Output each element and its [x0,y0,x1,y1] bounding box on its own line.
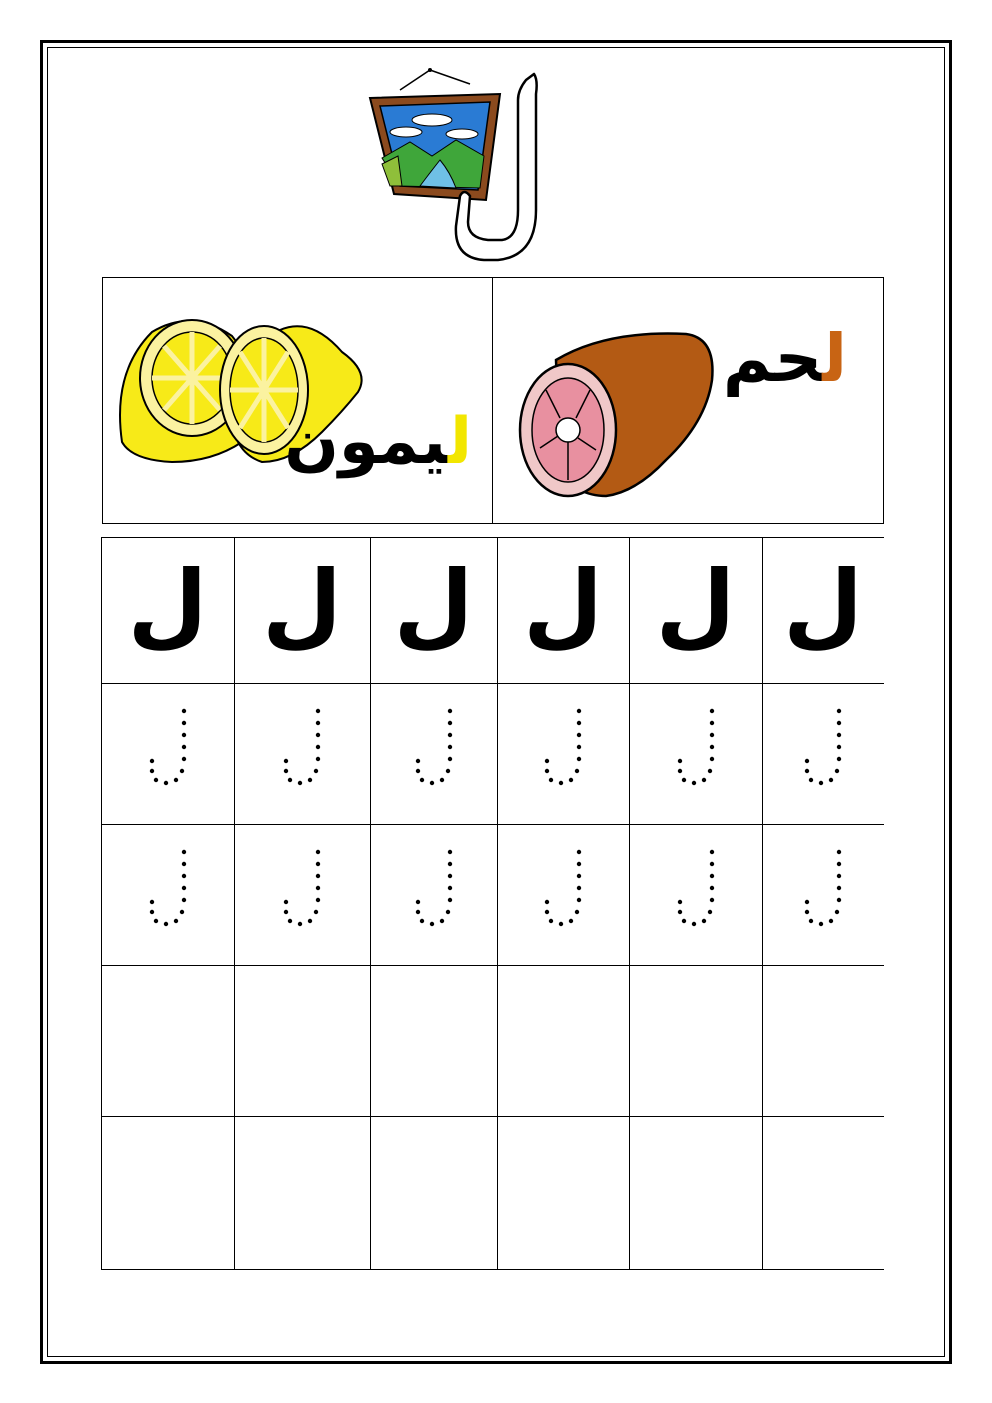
word-lemon-first-letter: ل [447,405,472,479]
grid-row-line [101,683,884,684]
word-meat-rest: حم [722,320,823,397]
dotted-trace-letter[interactable] [541,846,591,936]
dotted-trace-letter[interactable] [280,705,330,795]
dotted-trace-letter[interactable] [541,705,591,795]
model-letter: ل [262,551,342,658]
model-letter: ل [523,551,603,658]
word-meat-first-letter: ل [822,320,847,397]
dotted-trace-letter[interactable] [146,705,196,795]
grid-row-line [101,965,884,966]
practice-grid [101,537,884,1270]
word-panel-divider [492,277,493,524]
ham-icon [516,330,721,500]
grid-row-line [101,824,884,825]
word-lemon [284,405,472,479]
dotted-trace-letter[interactable] [146,846,196,936]
dotted-trace-letter[interactable] [412,705,462,795]
model-letter: ل [127,551,208,658]
model-letter: ل [783,551,863,658]
framed-picture-icon [370,68,500,200]
header-letter-illustration [360,60,580,275]
grid-row-line [101,1269,884,1270]
grid-row-line [101,1116,884,1117]
dotted-trace-letter[interactable] [801,705,851,795]
dotted-trace-letter[interactable] [801,846,851,936]
word-meat [723,320,847,397]
dotted-trace-letter[interactable] [674,705,724,795]
dotted-trace-letter[interactable] [674,846,724,936]
dotted-trace-letter[interactable] [280,846,330,936]
dotted-trace-letter[interactable] [412,846,462,936]
grid-row-line [101,537,884,538]
model-letter: ل [393,551,474,658]
word-lemon-rest: يمون [284,405,448,479]
model-letter: ل [655,551,736,658]
